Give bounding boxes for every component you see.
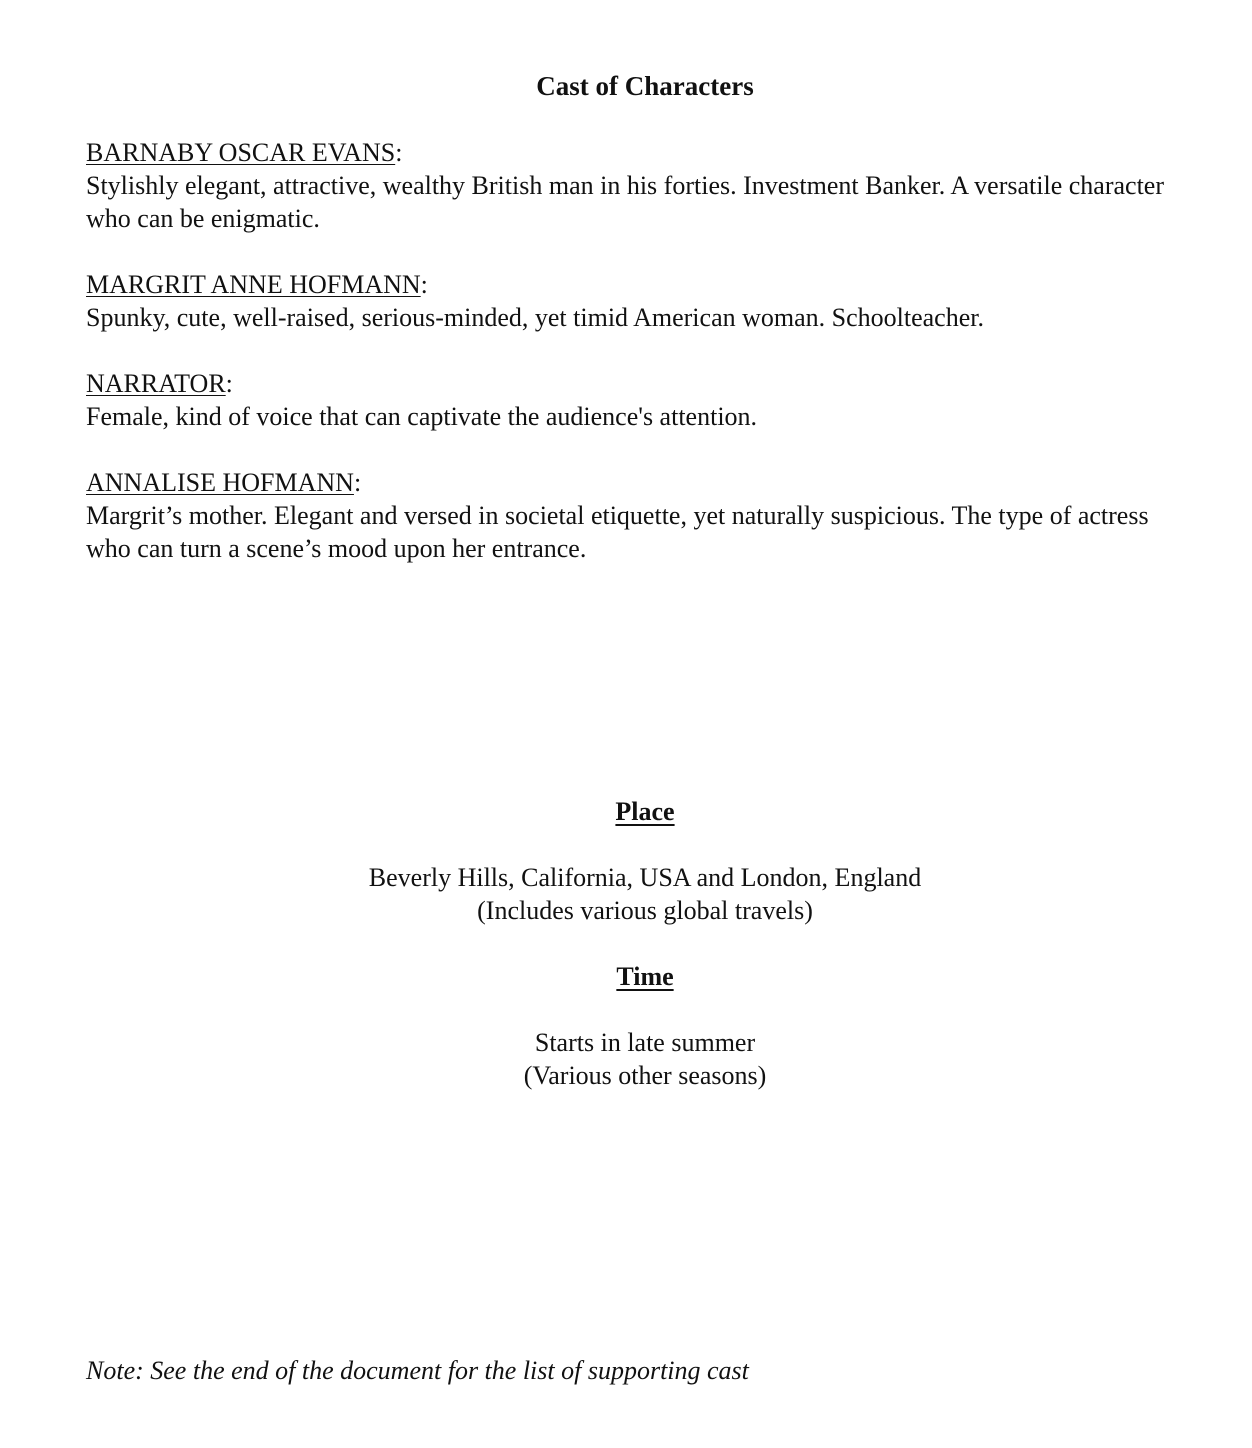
cast-name-line bbox=[86, 367, 1196, 400]
place-heading: Place bbox=[615, 797, 675, 826]
cast-entry-annalise bbox=[86, 466, 1196, 565]
cast-name: BARNABY OSCAR EVANS bbox=[86, 138, 396, 167]
time-line: (Various other seasons) bbox=[523, 1061, 767, 1090]
cast-name-line bbox=[86, 466, 1196, 499]
supporting-cast-note: Note: See the end of the document for the list of supporting cast bbox=[86, 1356, 749, 1385]
time-heading-block bbox=[0, 960, 1252, 993]
cast-name-colon: : bbox=[353, 468, 362, 497]
cast-name: MARGRIT ANNE HOFMANN bbox=[86, 270, 421, 299]
cast-name: ANNALISE HOFMANN bbox=[86, 468, 354, 497]
place-line: Beverly Hills, California, USA and London, England bbox=[368, 863, 922, 892]
cast-name-line bbox=[86, 136, 1196, 169]
cast-description: Stylishly elegant, attractive, wealthy British man in his forties. Investment Banker. A versatile character who can be enigmatic. bbox=[86, 171, 1164, 233]
time-line: Starts in late summer bbox=[534, 1028, 756, 1057]
cast-name: NARRATOR bbox=[86, 369, 226, 398]
place-heading-block bbox=[0, 795, 1252, 828]
cast-description: Female, kind of voice that can captivate the audience's attention. bbox=[86, 402, 758, 431]
cast-name-colon: : bbox=[395, 138, 403, 167]
cast-entry-barnaby bbox=[86, 136, 1196, 235]
time-details bbox=[0, 1026, 1252, 1092]
cast-name-colon: : bbox=[225, 369, 233, 398]
cast-list bbox=[86, 136, 1196, 598]
cast-description: Margrit’s mother. Elegant and versed in societal etiquette, yet naturally suspicious. The type of actress who can turn a scene’s mood upon her entrance. bbox=[86, 501, 1149, 563]
place-details bbox=[0, 861, 1252, 927]
cast-entry-narrator bbox=[86, 367, 1196, 433]
page-title: Cast of Characters bbox=[536, 71, 754, 101]
cast-name-colon: : bbox=[420, 270, 428, 299]
cast-description: Spunky, cute, well-raised, serious-minded, yet timid American woman. Schoolteacher. bbox=[86, 303, 984, 332]
cast-name-line bbox=[86, 268, 1196, 301]
time-heading: Time bbox=[616, 962, 674, 991]
cast-entry-margrit bbox=[86, 268, 1196, 334]
place-line: (Includes various global travels) bbox=[477, 896, 813, 925]
